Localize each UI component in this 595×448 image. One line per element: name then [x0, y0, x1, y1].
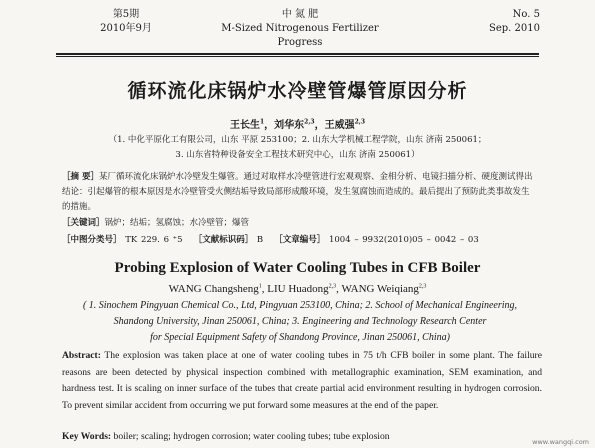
author-affil-mark: 2,3: [418, 283, 427, 290]
article-number-value: 1004 – 9932(2010)05 – 0042 – 03: [328, 235, 479, 245]
keywords-en-label: Key Words:: [62, 431, 112, 442]
author-name: ，刘华东: [264, 120, 305, 131]
author-name: , WANG Weiqiang: [336, 283, 419, 295]
class-number-value: TK 229. 6 ⁺5: [125, 235, 183, 245]
paper-title-en: Probing Explosion of Water Cooling Tubes in CFB Boiler: [114, 260, 481, 276]
article-number-label: ［文章编号］: [274, 235, 326, 245]
author-affil-mark: 2,3: [354, 118, 366, 126]
watermark: www.wangqi.com: [532, 438, 589, 446]
abstract-cn-text: 某厂循环流化床锅炉水冷壁发生爆管。通过对取样水冷壁管进行宏观观察、金相分析、电镜扫描分析、硬度测试得出结论：引起爆管的根本原因是水冷壁管受火侧结垢导致局部形成酸环境，发生氢腐蚀而造成的。最后提出了预防此类事故发生的措施。: [62, 172, 533, 212]
keywords-cn-label: ［关键词］: [62, 218, 105, 228]
class-number-label: ［中图分类号］: [62, 235, 122, 245]
abstract-cn: [62, 170, 534, 215]
author-name: , LIU Huadong: [261, 283, 329, 295]
journal-issue-cn: [96, 8, 156, 36]
header-rule-thick: [56, 53, 539, 55]
keywords-en: [62, 431, 542, 442]
issue-number-cn: 第5期: [112, 9, 140, 20]
keywords-cn: [62, 216, 534, 228]
affiliation-en-line-1: ( 1. Sinochem Pingyuan Chemical Co., Ltd, Pingyuan 253100, China; 2. School of Mechanical Engineering,: [82, 300, 518, 311]
journal-name-cn: 中 氮 肥: [281, 9, 319, 20]
abstract-cn-label: ［摘 要］: [62, 172, 99, 182]
issue-date-en: Sep. 2010: [489, 23, 540, 34]
journal-name: [200, 8, 400, 50]
author-name: ，王威强: [314, 120, 355, 131]
keywords-en-text: boiler; scaling; hydrogen corrosion; water cooling tubes; tube explosion: [111, 431, 390, 442]
abstract-en-label: Abstract:: [62, 350, 101, 361]
abstract-en: [62, 348, 542, 414]
author-name: WANG Changsheng: [168, 283, 259, 295]
issue-number-en: No. 5: [512, 9, 540, 20]
header-rule-thin: [56, 56, 539, 57]
affiliation-cn-line-2: 3. 山东省特种设备安全工程技术研究中心，山东 济南 250061）: [175, 150, 420, 160]
doc-code-value: B: [256, 235, 264, 245]
author-affil-mark: 2,3: [328, 283, 337, 290]
abstract-en-text: The explosion was taken place at one of water cooling tubes in 75 t/h CFB boiler in some plant. The failure reasons are been detected by physical inspection combined with metallographic examination, SEM examination, and hardness test. It is scaling on inner surface of the tubes that create partial acid environment resulting in hydrogen corrosion. To prevent similar accident from occurring we put forward some measures at the end of the paper.: [62, 350, 542, 411]
doc-code-label: ［文献标识码］: [193, 235, 254, 245]
author-list-cn: [0, 116, 595, 131]
affiliation-cn-line-1: （1. 中化平原化工有限公司，山东 平原 253100；2. 山东大学机械工程学院，山东 济南 250061；: [108, 135, 487, 145]
author-affil-mark: 1: [258, 283, 262, 290]
journal-name-en: M-Sized Nitrogenous Fertilizer Progress: [221, 23, 379, 48]
affiliation-en-line-2: Shandong University, Jinan 250061, China; 3. Engineering and Technology Research Center: [113, 316, 487, 327]
author-affil-mark: 2,3: [304, 118, 315, 126]
journal-issue-en: [480, 8, 540, 36]
affiliation-en-line-3: for Special Equipment Safety of Shandong Province, Jinan 250061, China): [150, 332, 450, 343]
author-list-en: [0, 283, 595, 295]
keywords-cn-text: 锅炉；结垢；氢腐蚀；水冷壁管；爆管: [104, 218, 250, 228]
paper-title-cn: 循环流化床锅炉水冷壁管爆管原因分析: [127, 80, 468, 102]
issue-date-cn: 2010年9月: [100, 23, 152, 34]
classification-cn: [62, 233, 542, 245]
author-name: 王长生: [229, 120, 260, 131]
author-affil-mark: 1: [259, 118, 265, 126]
